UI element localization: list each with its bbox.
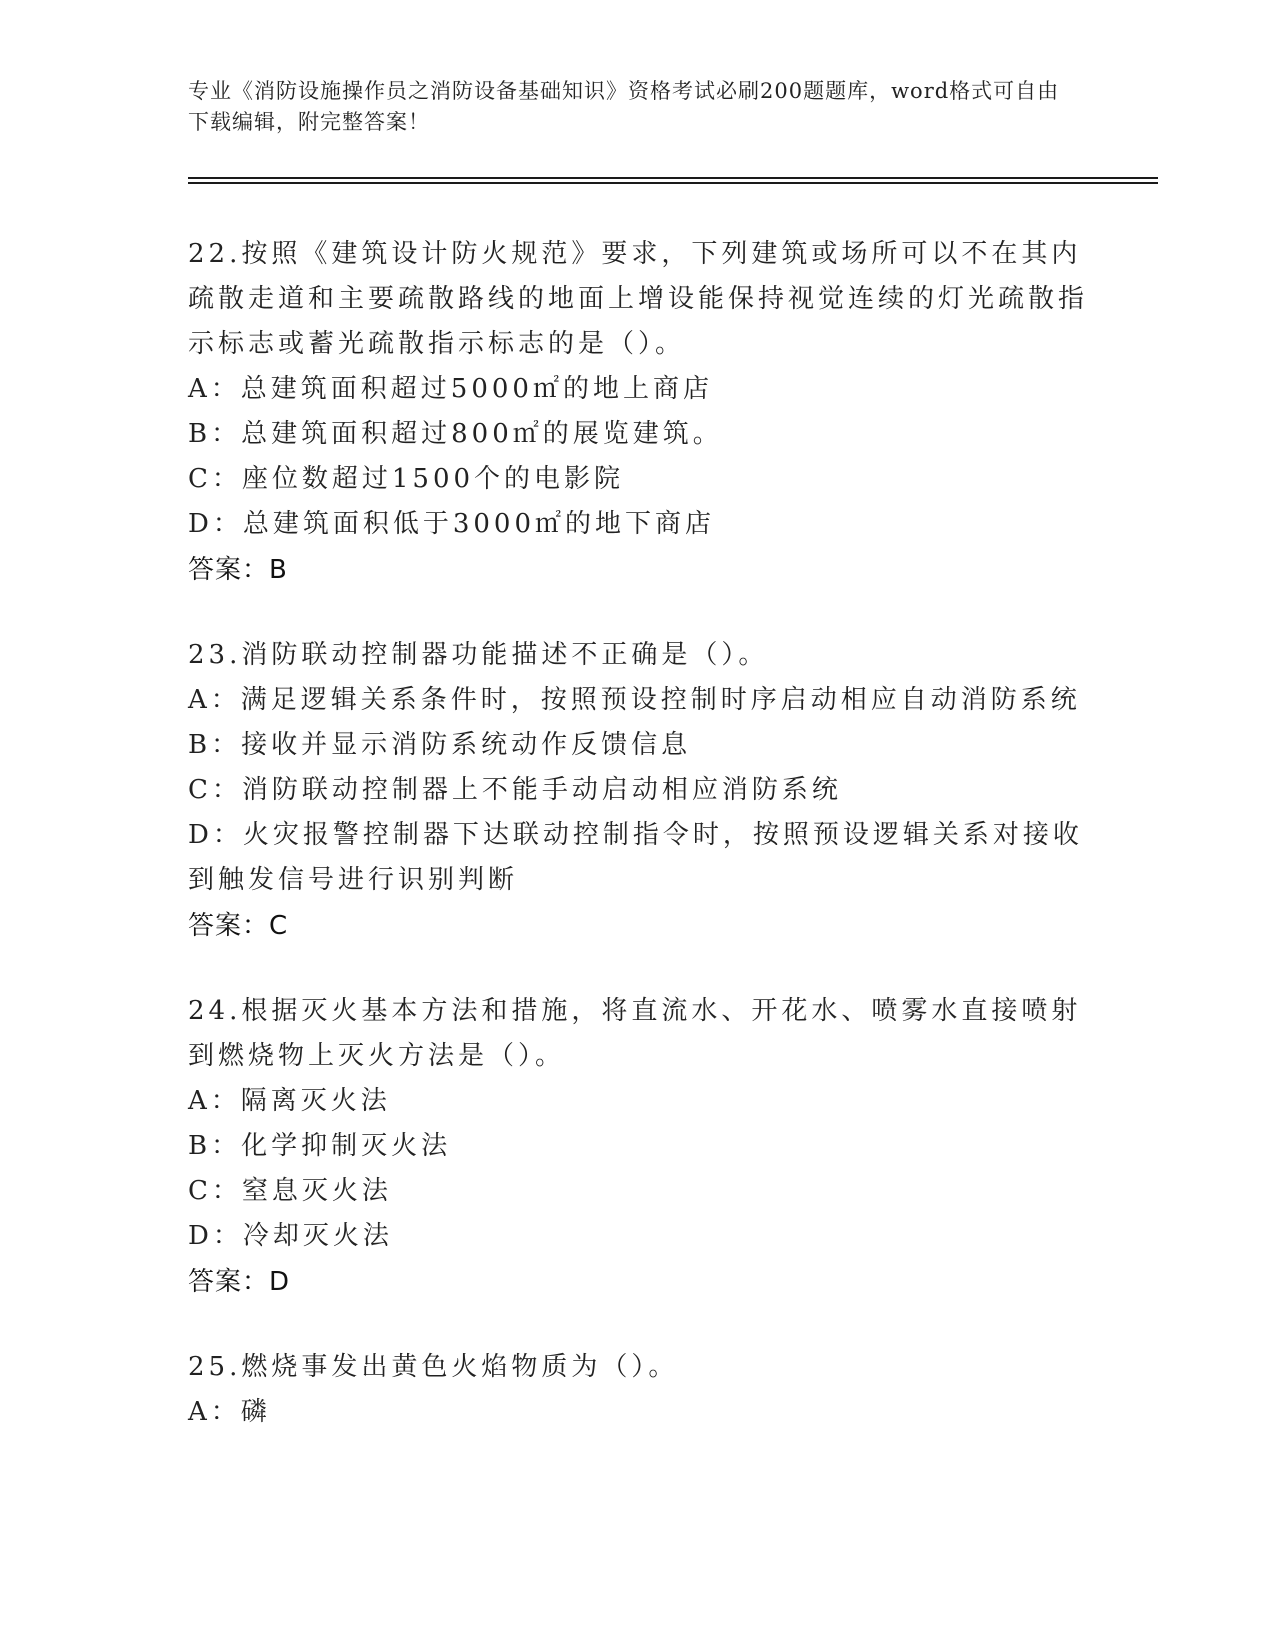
option-a: A：磷 [188, 1397, 271, 1427]
option-d: D：火灾报警控制器下达联动控制指令时，按照预设逻辑关系对接收到触发信号进行识别判断 [188, 820, 1083, 895]
option-b: B：化学抑制灭火法 [188, 1131, 452, 1161]
question-text: 22.按照《建筑设计防火规范》要求，下列建筑或场所可以不在其内疏散走道和主要疏散路线的地面上增设能保持视觉连续的灯光疏散指示标志或蓄光疏散指示标志的是（）。 [188, 239, 1089, 359]
option-b: B：总建筑面积超过800㎡的展览建筑。 [188, 419, 723, 449]
option-a: A：隔离灭火法 [188, 1086, 391, 1116]
question-text: 24.根据灭火基本方法和措施，将直流水、开花水、喷雾水直接喷射到燃烧物上灭火方法是（）。 [188, 996, 1082, 1071]
question-25 [188, 1345, 1088, 1435]
option-c: C：窒息灭火法 [188, 1176, 392, 1206]
question-24 [188, 989, 1088, 1305]
answer: 答案：C [188, 911, 289, 941]
header-divider-bottom [188, 182, 1158, 184]
document-header: 专业《消防设施操作员之消防设备基础知识》资格考试必刷200题题库，word格式可自由下载编辑，附完整答案！ [188, 79, 1060, 134]
option-b: B：接收并显示消防系统动作反馈信息 [188, 730, 692, 760]
option-a: A：总建筑面积超过5000㎡的地上商店 [188, 374, 713, 404]
option-c: C：消防联动控制器上不能手动启动相应消防系统 [188, 775, 842, 805]
answer: 答案：D [188, 1267, 291, 1297]
option-c: C：座位数超过1500个的电影院 [188, 464, 625, 494]
question-text: 23.消防联动控制器功能描述不正确是（）。 [188, 640, 769, 670]
answer: 答案：B [188, 555, 288, 585]
question-text: 25.燃烧事发出黄色火焰物质为（）。 [188, 1352, 679, 1382]
option-d: D：冷却灭火法 [188, 1221, 393, 1251]
question-list [188, 232, 1088, 1475]
question-23 [188, 633, 1088, 949]
option-d: D：总建筑面积低于3000㎡的地下商店 [188, 509, 716, 539]
question-22 [188, 232, 1088, 593]
header-divider-top [188, 177, 1158, 179]
option-a: A：满足逻辑关系条件时，按照预设控制时序启动相应自动消防系统 [188, 685, 1081, 715]
